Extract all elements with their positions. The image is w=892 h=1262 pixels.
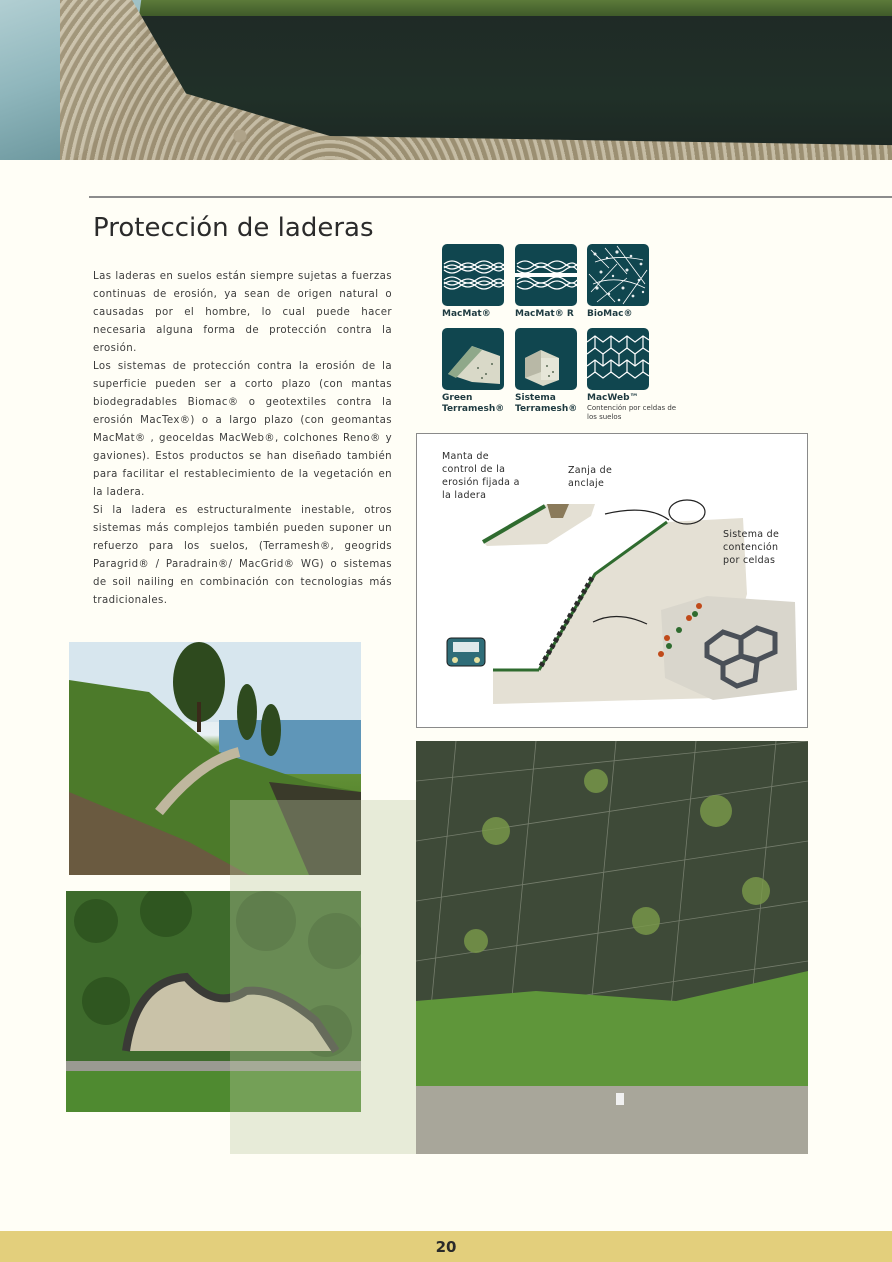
macmat-icon <box>442 244 504 306</box>
label-sistema: Sistema de contención por celdas <box>723 529 780 566</box>
label-zanja: Zanja de anclaje <box>568 465 613 489</box>
product-grid <box>442 244 677 429</box>
product-biomac <box>587 244 649 320</box>
paragraph: Los sistemas de protección contra la erosión de la superficie pueden ser a corto plazo (con mantas biodegradables Biomac® o geotextiles contra la erosión MacTex®) o a largo plazo (con geomantas MacMat® , geoceldas MacWeb®, colchones Reno® y gaviones). Estos productos se han diseñado también para facilitar el restablecimiento de la vegetación en la ladera. <box>93 361 392 498</box>
body-text <box>93 268 392 610</box>
product-description: Contención por celdas de los suelos <box>587 404 677 421</box>
erosion-diagram <box>416 433 808 728</box>
product-name: MacMat® R <box>515 309 574 319</box>
header-rule <box>89 196 892 198</box>
label-manta: Manta de control de la erosión fijada a la ladera <box>442 451 520 501</box>
footer-bar <box>0 1231 892 1262</box>
page-title: Protección de laderas <box>93 213 374 243</box>
product-name: BioMac® <box>587 309 633 319</box>
hero-grass <box>90 0 892 16</box>
product-macweb <box>587 328 677 422</box>
macmat-r-icon <box>515 244 577 306</box>
photo-macmat-slope-art <box>416 741 808 1154</box>
product-name: MacWeb™ <box>587 393 639 403</box>
product-sistema-terramesh <box>515 328 577 415</box>
photo-macmat-slope <box>416 741 808 1154</box>
paragraph: Las laderas en suelos están siempre sujetas a fuerzas continuas de erosión, ya sean de origen natural o causadas por el hombre, lo cual puede hacer necesaria alguna forma de protección contra la erosión. <box>93 271 392 354</box>
product-green-terramesh <box>442 328 504 415</box>
macweb-icon <box>587 328 649 390</box>
product-name: MacMat® <box>442 309 491 319</box>
green-terramesh-icon <box>442 328 504 390</box>
product-macmat-r <box>515 244 577 320</box>
hero-rocks <box>60 0 892 160</box>
biomac-icon <box>587 244 649 306</box>
paragraph: Si la ladera es estructuralmente inestable, otros sistemas más complejos también pueden suponer un refuerzo para los suelos, (Terramesh®, geogrids Paragrid® / Paradrain®/ MacGrid® WG) o sistemas de soil nailing en combinación con tecnologias más tradicionales. <box>93 505 392 606</box>
sistema-terramesh-icon <box>515 328 577 390</box>
hero-photo <box>0 0 892 160</box>
product-macmat <box>442 244 504 320</box>
page-number: 20 <box>435 1238 457 1256</box>
product-name: Green Terramesh® <box>442 393 505 414</box>
product-name: Sistema Terramesh® <box>515 393 578 414</box>
photo-overlay-panel <box>230 800 416 1154</box>
